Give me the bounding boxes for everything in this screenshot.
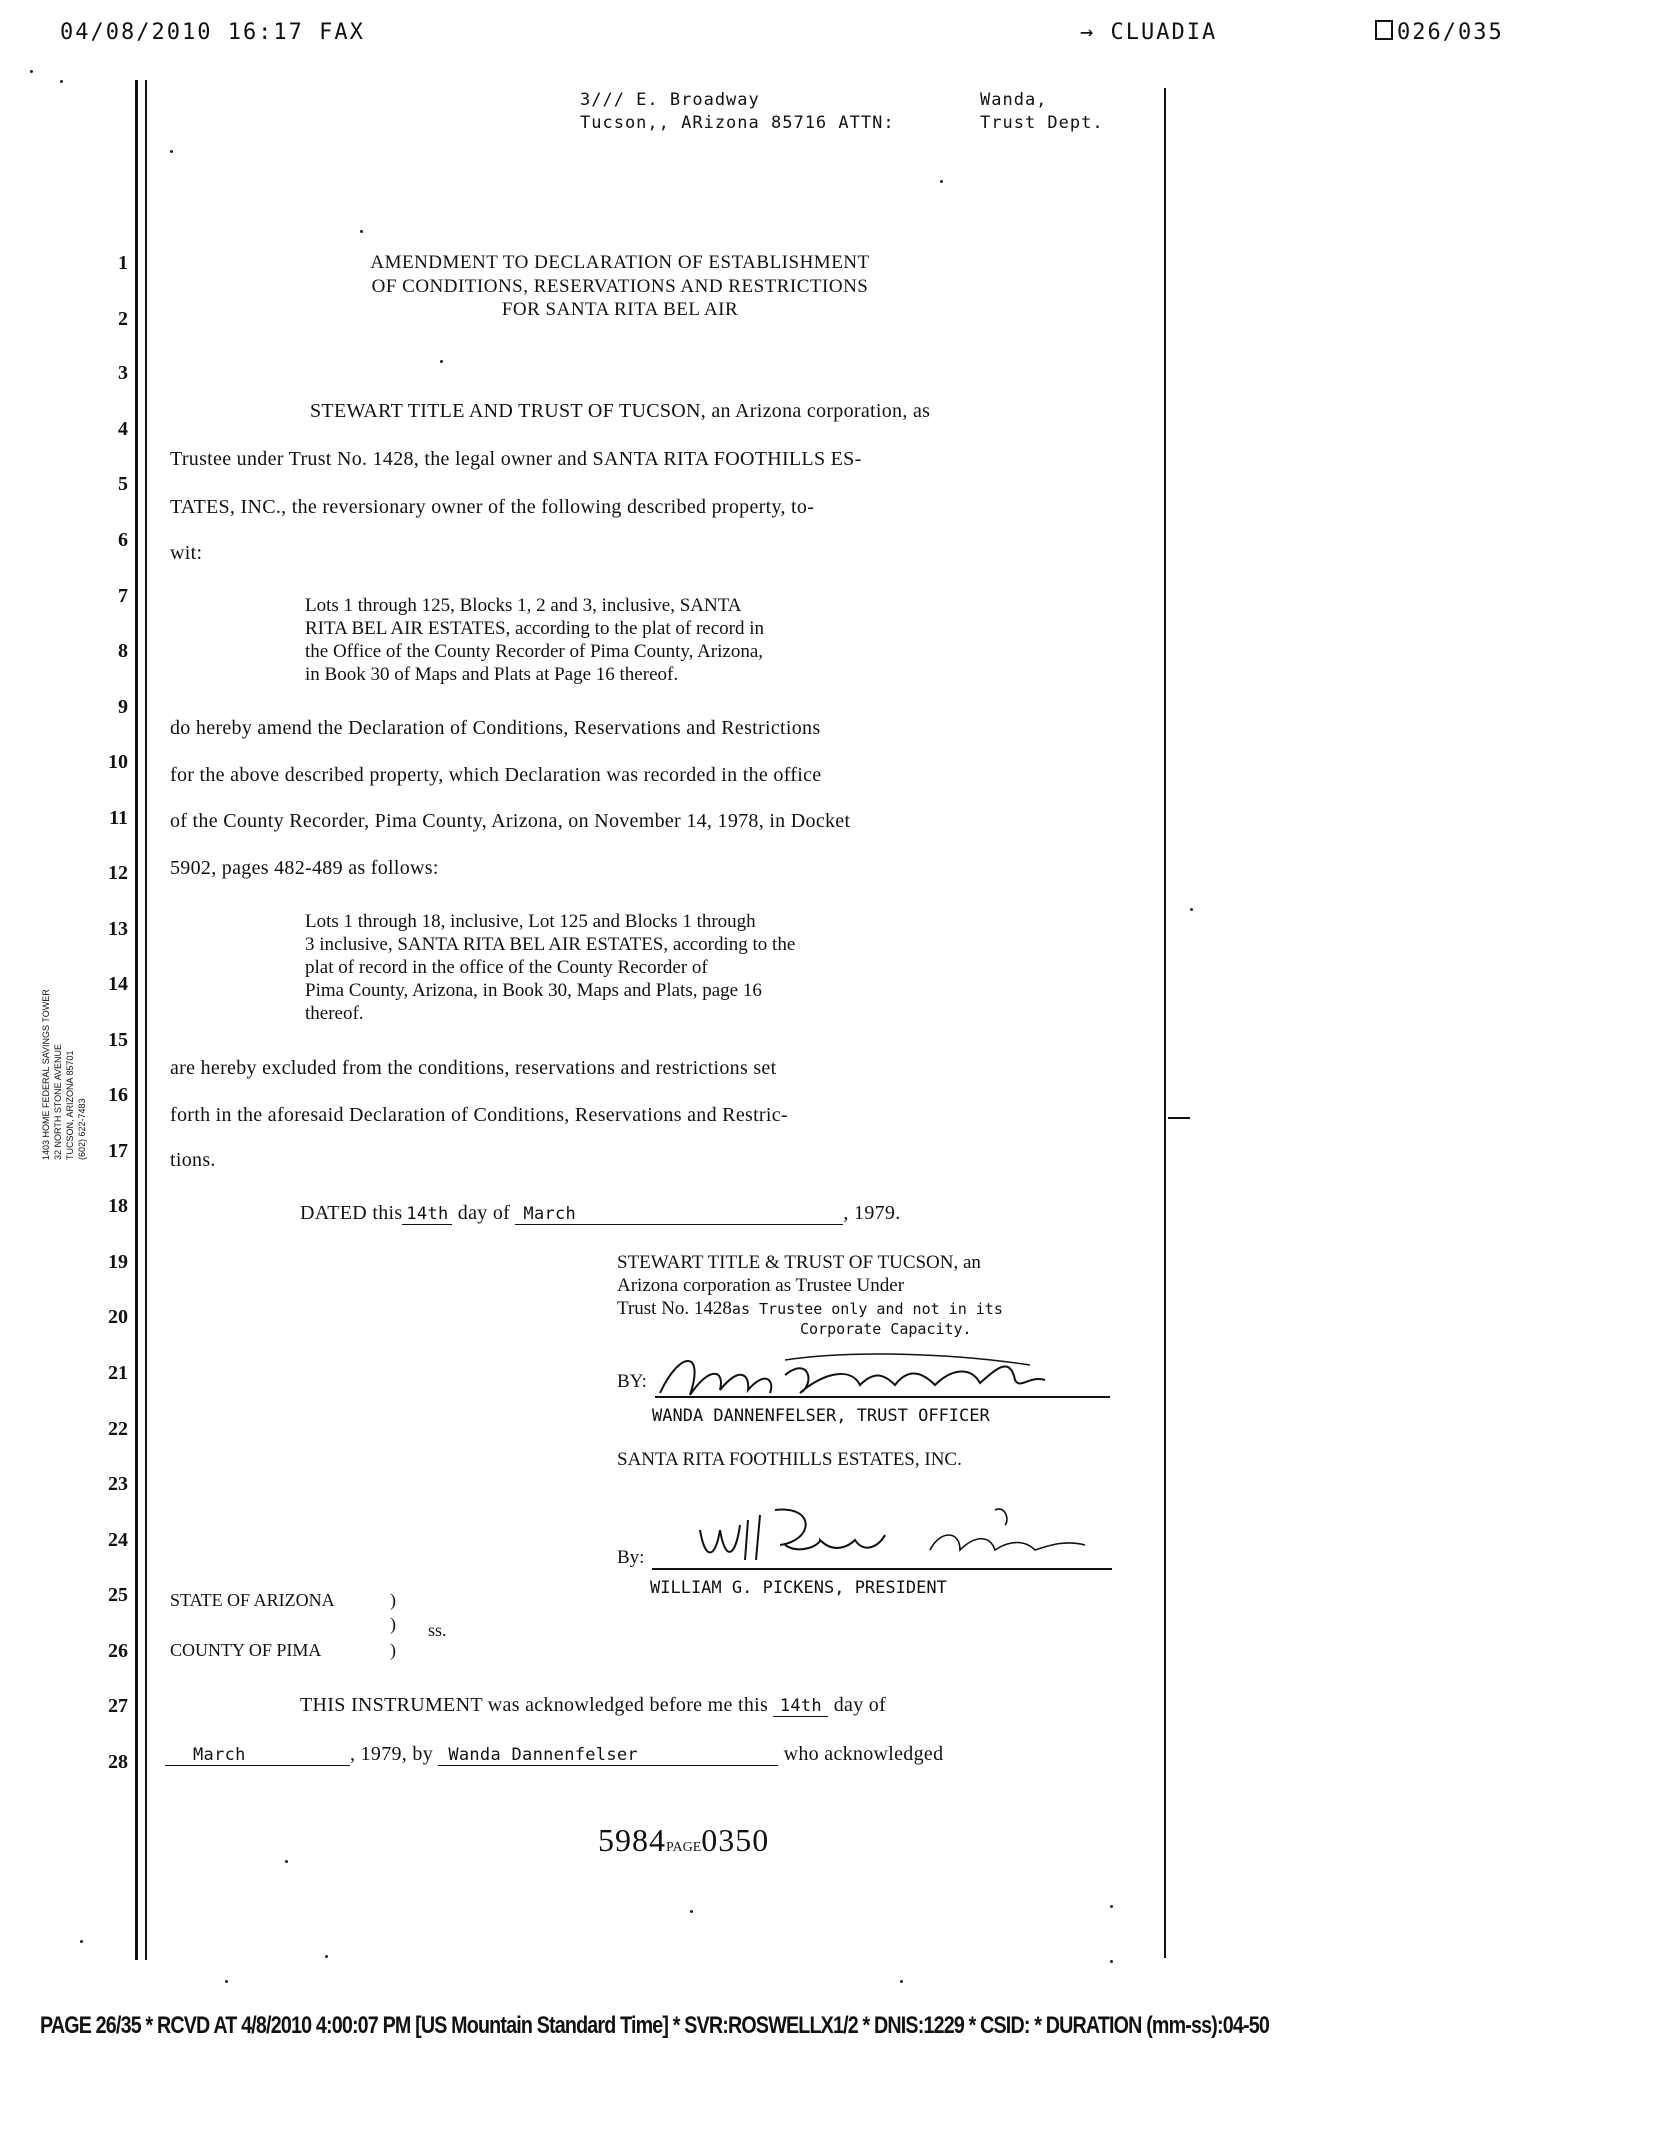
dated-prefix: DATED this xyxy=(300,1202,403,1224)
body-text: Trustee under Trust No. 1428, the legal owner and SANTA RITA FOOTHILLS ES- xyxy=(170,448,862,470)
line-number: 11 xyxy=(109,807,128,829)
scan-speck xyxy=(30,70,33,73)
ack-suffix: day of xyxy=(833,1694,887,1716)
ack-day: 14th xyxy=(773,1696,828,1717)
address-line-2: Tucson,, ARizona 85716 ATTN: xyxy=(580,113,895,133)
document-title-line-3: FOR SANTA RITA BEL AIR xyxy=(501,299,739,320)
signer-name: WANDA DANNENFELSER, TRUST OFFICER xyxy=(652,1406,990,1426)
imprint-line: 1403 HOME FEDERAL SAVINGS TOWER xyxy=(41,989,51,1160)
ack-month: March xyxy=(165,1745,350,1766)
scan-speck xyxy=(1110,1905,1113,1908)
line-number: 17 xyxy=(108,1140,128,1162)
legal-description: RITA BEL AIR ESTATES, according to the plat of record in xyxy=(305,618,765,639)
line-number: 2 xyxy=(118,308,128,330)
line-number: 13 xyxy=(108,918,128,940)
legal-description: Lots 1 through 125, Blocks 1, 2 and 3, inclusive, SANTA xyxy=(305,595,742,616)
signature-wanda xyxy=(650,1345,1080,1403)
line-number: 23 xyxy=(108,1473,128,1495)
line-number: 20 xyxy=(108,1306,128,1328)
body-text: for the above described property, which Declaration was recorded in the office xyxy=(170,764,822,786)
signer-entity: Arizona corporation as Trustee Under xyxy=(617,1275,905,1296)
signer-name: WILLIAM G. PICKENS, PRESIDENT xyxy=(650,1578,947,1598)
line-number: 10 xyxy=(108,751,128,773)
ack-year: , 1979, by xyxy=(350,1743,433,1765)
line-number: 16 xyxy=(108,1084,128,1106)
docket-stamp xyxy=(598,1822,769,1859)
docket-page-label: PAGE xyxy=(666,1840,702,1855)
line-number: 25 xyxy=(108,1584,128,1606)
margin-rule-right xyxy=(1164,88,1166,1958)
legal-description: Lots 1 through 18, inclusive, Lot 125 and Blocks 1 through xyxy=(305,911,756,932)
line-number: 6 xyxy=(118,529,128,551)
line-number: 4 xyxy=(118,418,128,440)
scan-speck xyxy=(225,1980,228,1983)
body-text: are hereby excluded from the conditions, reservations and restrictions set xyxy=(170,1057,777,1079)
scan-speck xyxy=(285,1860,288,1863)
document-title-line-2: OF CONDITIONS, RESERVATIONS AND RESTRICTIONS xyxy=(371,276,869,297)
trust-capacity-note: as Trustee only and not in its xyxy=(731,1300,1003,1318)
dated-month: March xyxy=(515,1204,843,1225)
signer-entity xyxy=(617,1297,1003,1321)
scan-speck xyxy=(900,1980,903,1983)
body-text: STEWART TITLE AND TRUST OF TUCSON, an Arizona corporation, as xyxy=(310,400,931,422)
line-number: 12 xyxy=(108,862,128,884)
docket-number: 5984 xyxy=(598,1822,666,1858)
body-text: 5902, pages 482-489 as follows: xyxy=(170,857,439,879)
legal-description: plat of record in the office of the County Recorder of xyxy=(305,957,708,978)
legal-description: the Office of the County Recorder of Pima County, Arizona, xyxy=(305,641,764,662)
line-number: 8 xyxy=(118,640,128,662)
acknowledgment-line-2 xyxy=(165,1743,943,1766)
signature-william xyxy=(690,1500,1120,1570)
line-number: 14 xyxy=(108,973,128,995)
body-text: TATES, INC., the reversionary owner of the following described property, to- xyxy=(170,496,815,518)
line-number: 5 xyxy=(118,473,128,495)
fax-recipient: → CLUADIA xyxy=(1080,20,1218,45)
scan-speck xyxy=(1190,908,1193,911)
body-text: wit: xyxy=(170,542,203,564)
legal-description: Pima County, Arizona, in Book 30, Maps and Plats, page 16 xyxy=(305,980,762,1001)
fax-page-counter xyxy=(1375,20,1504,45)
line-number: 24 xyxy=(108,1529,128,1551)
dated-day: 14th xyxy=(402,1204,452,1225)
line-number: 19 xyxy=(108,1251,128,1273)
margin-rule-left xyxy=(135,80,138,1960)
fax-page-number: 026/035 xyxy=(1397,20,1504,45)
scan-speck xyxy=(60,80,63,83)
scan-speck xyxy=(80,1940,83,1943)
venue-paren: ) xyxy=(390,1614,396,1634)
venue-ss: ss. xyxy=(428,1620,447,1640)
address-attn-dept: Trust Dept. xyxy=(980,113,1104,133)
line-number: 27 xyxy=(108,1695,128,1717)
ack-name: Wanda Dannenfelser xyxy=(438,1745,778,1766)
scan-speck xyxy=(360,230,363,233)
line-number: 3 xyxy=(118,362,128,384)
address-attn-name: Wanda, xyxy=(980,90,1048,110)
trust-capacity-note: Corporate Capacity. xyxy=(800,1320,972,1338)
line-number: 21 xyxy=(108,1362,128,1384)
by-label: By: xyxy=(617,1547,645,1568)
line-number: 1 xyxy=(118,252,128,274)
ack-prefix: THIS INSTRUMENT was acknowledged before me this xyxy=(300,1694,769,1716)
document-title-line-1: AMENDMENT TO DECLARATION OF ESTABLISHMENT xyxy=(370,252,870,273)
line-number: 26 xyxy=(108,1640,128,1662)
by-label: BY: xyxy=(617,1371,647,1392)
venue-paren: ) xyxy=(390,1640,396,1660)
body-text: forth in the aforesaid Declaration of Conditions, Reservations and Restric- xyxy=(170,1104,788,1126)
law-office-imprint xyxy=(40,989,88,1160)
scan-speck xyxy=(440,360,443,363)
line-number: 15 xyxy=(108,1029,128,1051)
dated-line xyxy=(300,1202,901,1225)
scan-speck xyxy=(325,1955,328,1958)
scan-speck xyxy=(1110,1960,1113,1963)
signer-entity: STEWART TITLE & TRUST OF TUCSON, an xyxy=(617,1252,981,1273)
venue-county: COUNTY OF PIMA xyxy=(170,1640,322,1660)
fax-receipt-footer: PAGE 26/35 * RCVD AT 4/8/2010 4:00:07 PM [US Mountain Standard Time] * SVR:ROSWELLX1/2 * DNIS:1229 * CSID: * DURATION (mm-ss):04-50 xyxy=(40,2012,1269,2039)
line-number: 9 xyxy=(118,696,128,718)
ack-suffix: who acknowledged xyxy=(783,1743,944,1765)
dated-year: , 1979. xyxy=(843,1202,901,1224)
imprint-line: TUCSON, ARIZONA 85701 xyxy=(65,1050,75,1160)
scan-speck xyxy=(940,180,943,183)
acknowledgment-line-1 xyxy=(300,1694,886,1717)
legal-description: in Book 30 of Maps and Plats at Page 16 thereof. xyxy=(305,664,679,685)
imprint-line: (602) 622-7483 xyxy=(77,1098,87,1160)
line-number: 22 xyxy=(108,1418,128,1440)
margin-tick-mark xyxy=(1168,1117,1190,1119)
legal-description: thereof. xyxy=(305,1003,364,1024)
line-number: 18 xyxy=(108,1195,128,1217)
dated-mid: day of xyxy=(457,1202,511,1224)
trust-number: Trust No. 1428 xyxy=(617,1298,732,1319)
line-number: 28 xyxy=(108,1751,128,1773)
line-number: 7 xyxy=(118,585,128,607)
body-text: tions. xyxy=(170,1149,216,1171)
body-text: do hereby amend the Declaration of Conditions, Reservations and Restrictions xyxy=(170,717,821,739)
scan-speck xyxy=(690,1910,693,1913)
scan-speck xyxy=(170,150,173,153)
body-text: of the County Recorder, Pima County, Arizona, on November 14, 1978, in Docket xyxy=(170,810,851,832)
legal-description: 3 inclusive, SANTA RITA BEL AIR ESTATES, according to the xyxy=(305,934,796,955)
margin-rule-left-inner xyxy=(145,80,147,1960)
venue-paren: ) xyxy=(390,1590,396,1610)
docket-page: 0350 xyxy=(701,1822,770,1858)
imprint-line: 32 NORTH STONE AVENUE xyxy=(53,1043,63,1160)
fax-checkbox-icon xyxy=(1375,20,1393,40)
venue-state: STATE OF ARIZONA xyxy=(170,1590,335,1610)
address-line-1: 3/// E. Broadway xyxy=(580,90,760,110)
fax-timestamp: 04/08/2010 16:17 FAX xyxy=(60,20,365,45)
signer-entity: SANTA RITA FOOTHILLS ESTATES, INC. xyxy=(617,1449,962,1470)
